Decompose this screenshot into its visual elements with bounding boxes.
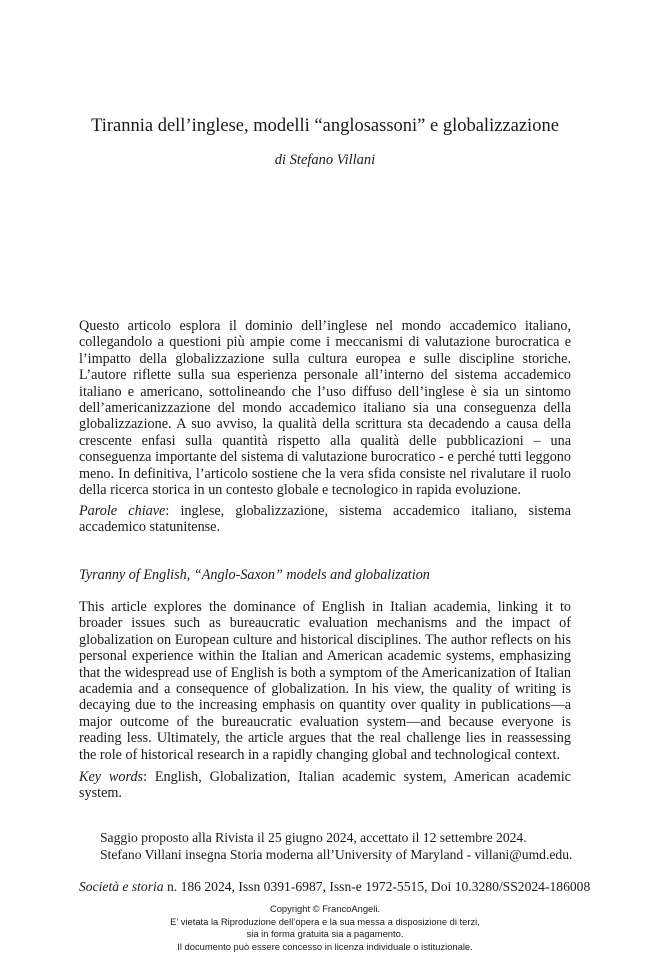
copyright-line-3: sia in forma gratuita sia a pagamento. — [246, 928, 404, 940]
copyright-line-4: Il documento può essere concesso in licenza individuale o istituzionale. — [177, 940, 473, 952]
article-title: Tirannia dell’inglese, modelli “anglosassoni” e globalizzazione — [91, 116, 559, 136]
journal-name: Società e storia — [79, 879, 164, 894]
english-title: Tyranny of English, “Anglo-Saxon” models and globalization — [79, 567, 430, 583]
keywords-italian — [79, 503, 571, 536]
copyright-line-2: E’ vietata la Riproduzione dell’opera e la sua messa a disposizione di terzi, — [170, 915, 480, 927]
abstract-english: This article explores the dominance of English in Italian academia, linking it to broader issues such as bureaucratic evaluation mechanisms and the impact of globalization on European culture and historical disciplines. The author reflects on his personal experience within the Italian and American academic systems, emphasizing that the widespread use of English is both a symptom of the Americanization of Italian academia and a consequence of globalization. In his view, the quality of writing is decaying due to the increasing emphasis on quantity over quality in publications—a major outcome of the bureaucratic evaluation system—and because everyone is reading less. Ultimately, the article argues that the real challenge lies in reassessing the role of historical research in a rapidly changing global and technological context. — [79, 599, 571, 763]
abstract-italian: Questo articolo esplora il dominio dell’inglese nel mondo accademico italiano, collegandolo a questioni più ampie come i meccanismi di valutazione burocratica e l’impatto della globalizzazione sulla cultura europea e sulle discipline storiche. L’autore riflette sulla sua esperienza personale all’interno del sistema accademico italiano e americano, sottolineando che l’uso diffuso dell’inglese è sia un sintomo dell’americanizzazione del mondo accademico italiano sia una conseguenza della globalizzazione. A suo avviso, la qualità della scrittura sta decadendo a causa della crescente enfasi sulla quantità rispetto alla qualità delle pubblicazioni – una conseguenza importante del sistema di valutazione burocratico - e perché tutti leggono meno. In definitiva, l’articolo sostiene che la vera sfida consiste nel rivalutare il ruolo della ricerca storica in un contesto globale e tecnologico in rapida evoluzione. — [79, 318, 571, 499]
article-author: di Stefano Villani — [274, 152, 376, 168]
keywords-english — [79, 769, 571, 802]
copyright-notice — [0, 903, 650, 953]
journal-citation — [79, 879, 591, 895]
submission-note: Saggio proposto alla Rivista il 25 giugno 2024, accettato il 12 settembre 2024. — [100, 830, 527, 845]
citation-details: n. 186 2024, Issn 0391-6987, Issn-e 1972-5515, Doi 10.3280/SS2024-186008 — [163, 879, 591, 894]
keywords-italian-label: Parole chiave — [79, 503, 166, 519]
keywords-italian-list: : inglese, globalizzazione, sistema accademico italiano, sistema accademico statunitense. — [79, 503, 571, 536]
keywords-english-list: : English, Globalization, Italian academic system, American academic system. — [79, 769, 571, 802]
copyright-line-1: Copyright © FrancoAngeli. — [269, 903, 381, 914]
keywords-english-label: Key words — [79, 769, 144, 785]
author-affiliation-note: Stefano Villani insegna Storia moderna all’University of Maryland - villani@umd.edu. — [100, 847, 573, 862]
